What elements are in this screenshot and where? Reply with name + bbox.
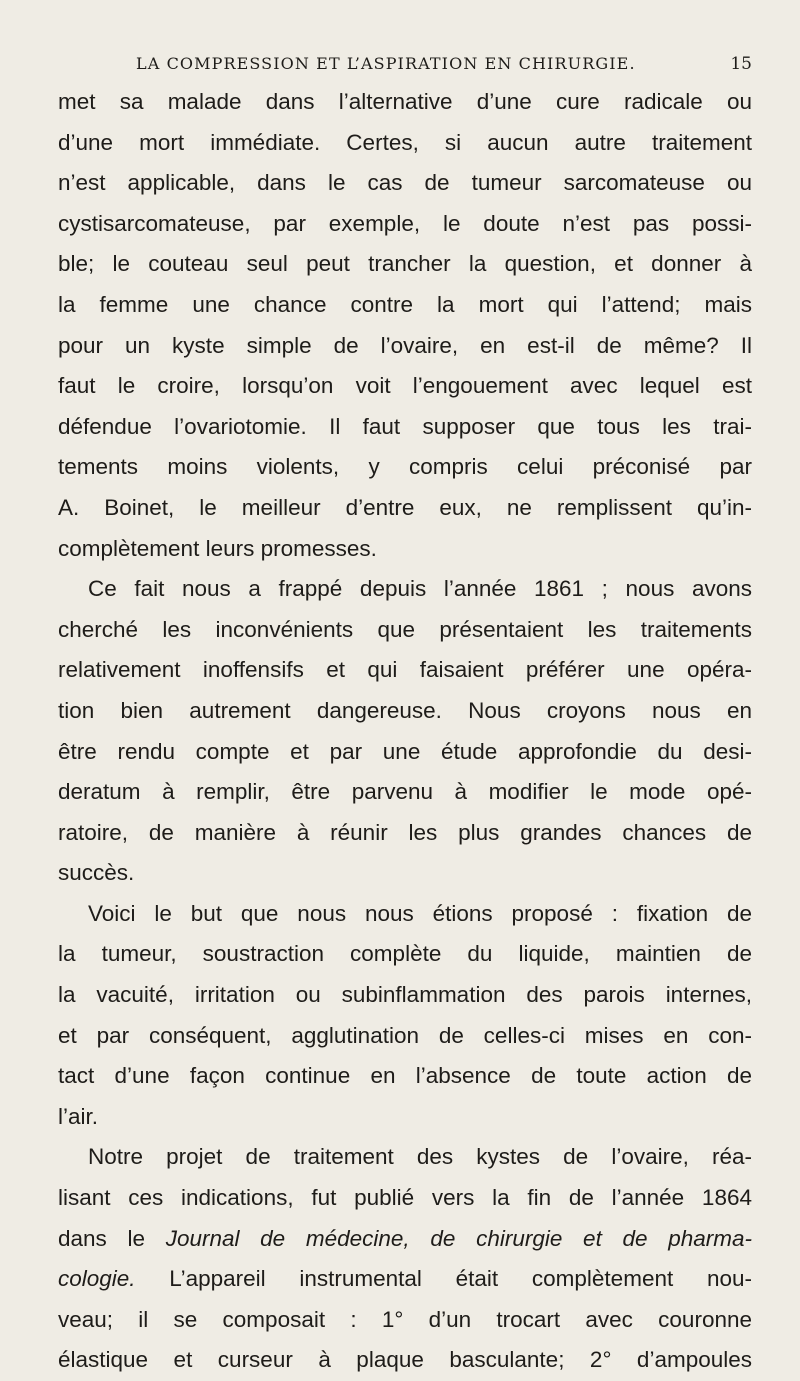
text-fragment: dans le xyxy=(58,1225,145,1251)
text-line: et par conséquent, agglutination de celles-ci mises en con- xyxy=(58,1022,752,1048)
text-line: l’air. xyxy=(58,1103,99,1129)
text-line: lisant ces indications, fut publié vers la fin de l’année 1864 xyxy=(58,1185,752,1211)
text-line: défendue l’ovariotomie. Il faut supposer que tous les trai- xyxy=(58,413,752,439)
text-line: pour un kyste simple de l’ovaire, en est-il de même? Il xyxy=(58,332,752,358)
text-line: tements moins violents, y compris celui préconisé par xyxy=(58,454,752,480)
text-line: n’est applicable, dans le cas de tumeur sarcomateuse ou xyxy=(58,170,752,196)
text-line: Notre projet de traitement des kystes de l’ovaire, réa- xyxy=(88,1144,752,1170)
journal-title-end: cologie. xyxy=(58,1266,136,1292)
text-line: cystisarcomateuse, par exemple, le doute n’est pas possi- xyxy=(58,210,752,236)
text-line: succès. xyxy=(58,860,135,886)
text-line: Voici le but que nous nous étions proposé : fixation de xyxy=(88,900,752,926)
body-text xyxy=(58,82,752,1381)
text-line: faut le croire, lorsqu’on voit l’engouement avec lequel est xyxy=(58,373,752,399)
text-line: Ce fait nous a frappé depuis l’année 1861 ; nous avons xyxy=(88,576,752,602)
text-line: la femme une chance contre la mort qui l’attend; mais xyxy=(58,291,752,317)
text-line: cherché les inconvénients que présentaient les traitements xyxy=(58,616,752,642)
text-line xyxy=(58,1219,752,1260)
running-head xyxy=(58,54,752,78)
text-line: élastique et curseur à plaque basculante; 2° d’ampoules xyxy=(58,1347,752,1373)
text-line: la vacuité, irritation ou subinflammation des parois internes, xyxy=(58,982,752,1008)
text-line: tion bien autrement dangereuse. Nous croyons nous en xyxy=(58,697,752,723)
text-line: deratum à remplir, être parvenu à modifier le mode opé- xyxy=(58,779,752,805)
running-title: LA COMPRESSION ET L’ASPIRATION EN CHIRURGIE. xyxy=(136,54,636,73)
text-line: complètement leurs promesses. xyxy=(58,535,377,561)
text-line: ble; le couteau seul peut trancher la question, et donner à xyxy=(58,251,752,277)
text-line: ratoire, de manière à réunir les plus grandes chances de xyxy=(58,819,752,845)
text-line: être rendu compte et par une étude approfondie du desi- xyxy=(58,738,752,764)
text-line: met sa malade dans l’alternative d’une cure radicale ou xyxy=(58,89,752,114)
text-line: d’une mort immédiate. Certes, si aucun autre traitement xyxy=(58,129,752,155)
text-line: tact d’une façon continue en l’absence de toute action de xyxy=(58,1063,752,1089)
text-line xyxy=(58,1259,752,1300)
page-number: 15 xyxy=(730,54,752,74)
text-line: veau; il se composait : 1° d’un trocart avec couronne xyxy=(58,1306,752,1332)
text-fragment: L’appareil instrumental était complètement nou- xyxy=(169,1266,752,1292)
text-line: relativement inoffensifs et qui faisaient préférer une opéra- xyxy=(58,657,752,683)
text-line: A. Boinet, le meilleur d’entre eux, ne remplissent qu’in- xyxy=(58,494,752,520)
journal-title: Journal de médecine, de chirurgie et de pharma- xyxy=(165,1225,752,1251)
text-line: la tumeur, soustraction complète du liquide, maintien de xyxy=(58,941,752,967)
